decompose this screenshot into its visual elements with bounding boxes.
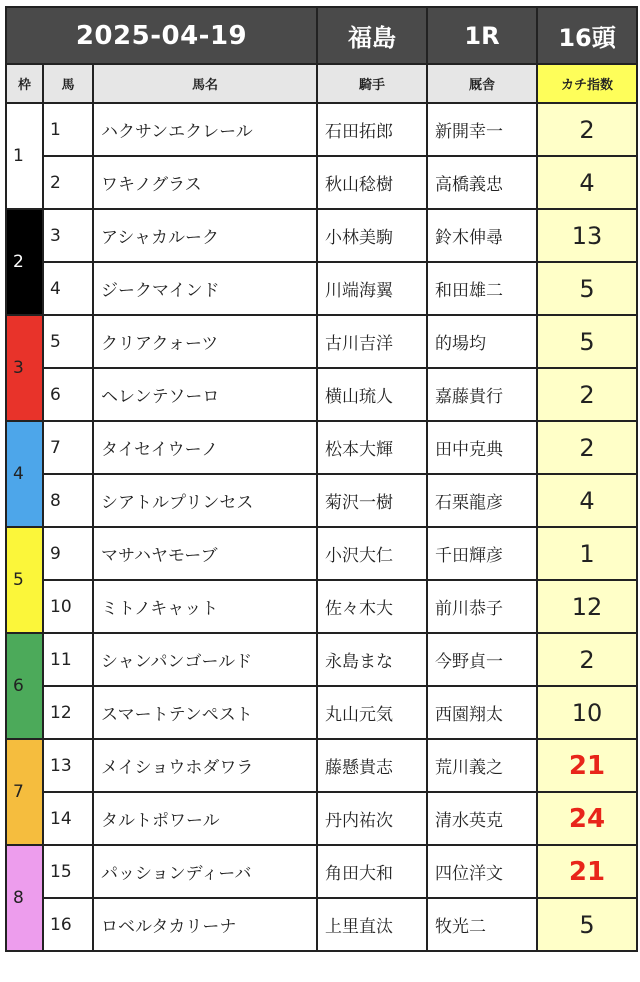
kachi-score: 2 [537, 421, 637, 474]
table-row [6, 739, 637, 792]
horse-number: 11 [43, 633, 93, 686]
trainer-name: 牧光二 [427, 898, 537, 951]
jockey-name: 秋山稔樹 [317, 156, 427, 209]
horse-number: 9 [43, 527, 93, 580]
trainer-name: 前川恭子 [427, 580, 537, 633]
kachi-score-value: 24 [568, 803, 606, 834]
horse-name: ジークマインド [93, 262, 317, 315]
race-header [6, 7, 637, 64]
horse-name: スマートテンペスト [93, 686, 317, 739]
col-horse-name: 馬名 [93, 64, 317, 103]
table-row [6, 580, 637, 633]
table-row [6, 315, 637, 368]
horse-name: シャンパンゴールド [93, 633, 317, 686]
table-row [6, 156, 637, 209]
horse-name: メイショウホダワラ [93, 739, 317, 792]
horse-number: 7 [43, 421, 93, 474]
horse-name: ロベルタカリーナ [93, 898, 317, 951]
race-number: 1R [427, 7, 537, 64]
horse-name: ハクサンエクレール [93, 103, 317, 156]
horse-number: 1 [43, 103, 93, 156]
jockey-name: 佐々木大 [317, 580, 427, 633]
kachi-score: 2 [537, 103, 637, 156]
kachi-score [537, 845, 637, 898]
jockey-name: 横山琉人 [317, 368, 427, 421]
trainer-name: 新開幸一 [427, 103, 537, 156]
trainer-name: 嘉藤貴行 [427, 368, 537, 421]
kachi-score: 1 [537, 527, 637, 580]
horse-number: 5 [43, 315, 93, 368]
trainer-name: 高橋義忠 [427, 156, 537, 209]
horse-name: タルトポワール [93, 792, 317, 845]
table-row [6, 686, 637, 739]
table-row [6, 421, 637, 474]
kachi-score: 5 [537, 262, 637, 315]
col-waku: 枠 [6, 64, 43, 103]
jockey-name: 松本大輝 [317, 421, 427, 474]
kachi-score: 12 [537, 580, 637, 633]
horse-number: 14 [43, 792, 93, 845]
kachi-score: 5 [537, 315, 637, 368]
horse-name: ミトノキャット [93, 580, 317, 633]
horse-number: 4 [43, 262, 93, 315]
jockey-name: 上里直汰 [317, 898, 427, 951]
col-kachi-index: カチ指数 [537, 64, 637, 103]
kachi-score: 2 [537, 368, 637, 421]
race-card [5, 6, 636, 952]
kachi-score [537, 739, 637, 792]
horse-name: シアトルプリンセス [93, 474, 317, 527]
waku-cell: 8 [6, 845, 43, 951]
race-date: 2025-04-19 [6, 7, 317, 64]
waku-cell: 5 [6, 527, 43, 633]
waku-cell: 1 [6, 103, 43, 209]
venue: 福島 [317, 7, 427, 64]
trainer-name: 清水英克 [427, 792, 537, 845]
table-row [6, 792, 637, 845]
kachi-score: 4 [537, 474, 637, 527]
runner-count: 16頭 [537, 7, 637, 64]
horse-name: ヘレンテソーロ [93, 368, 317, 421]
trainer-name: 今野貞一 [427, 633, 537, 686]
kachi-score: 10 [537, 686, 637, 739]
jockey-name: 丸山元気 [317, 686, 427, 739]
jockey-name: 菊沢一樹 [317, 474, 427, 527]
jockey-name: 小林美駒 [317, 209, 427, 262]
kachi-score: 2 [537, 633, 637, 686]
horse-number: 10 [43, 580, 93, 633]
trainer-name: 石栗龍彦 [427, 474, 537, 527]
jockey-name: 丹内祐次 [317, 792, 427, 845]
trainer-name: 千田輝彦 [427, 527, 537, 580]
jockey-name: 石田拓郎 [317, 103, 427, 156]
col-umaban: 馬 [43, 64, 93, 103]
jockey-name: 古川吉洋 [317, 315, 427, 368]
jockey-name: 川端海翼 [317, 262, 427, 315]
waku-cell: 6 [6, 633, 43, 739]
horse-number: 6 [43, 368, 93, 421]
horse-number: 8 [43, 474, 93, 527]
trainer-name: 的場均 [427, 315, 537, 368]
trainer-name: 荒川義之 [427, 739, 537, 792]
horse-number: 15 [43, 845, 93, 898]
table-row [6, 845, 637, 898]
kachi-score: 5 [537, 898, 637, 951]
trainer-name: 鈴木伸尋 [427, 209, 537, 262]
table-row [6, 368, 637, 421]
jockey-name: 角田大和 [317, 845, 427, 898]
waku-cell: 4 [6, 421, 43, 527]
kachi-score: 4 [537, 156, 637, 209]
horse-name: アシャカルーク [93, 209, 317, 262]
horse-number: 12 [43, 686, 93, 739]
table-row [6, 103, 637, 156]
table-row [6, 633, 637, 686]
horse-number: 2 [43, 156, 93, 209]
col-trainer: 厩舎 [427, 64, 537, 103]
table-row [6, 262, 637, 315]
col-jockey: 騎手 [317, 64, 427, 103]
kachi-score-value: 21 [568, 750, 606, 781]
kachi-score-value: 21 [568, 856, 606, 887]
horse-name: タイセイウーノ [93, 421, 317, 474]
horse-name: マサハヤモーブ [93, 527, 317, 580]
race-table [5, 6, 638, 952]
table-row [6, 898, 637, 951]
trainer-name: 田中克典 [427, 421, 537, 474]
jockey-name: 小沢大仁 [317, 527, 427, 580]
trainer-name: 四位洋文 [427, 845, 537, 898]
waku-cell: 2 [6, 209, 43, 315]
horse-name: クリアクォーツ [93, 315, 317, 368]
trainer-name: 和田雄二 [427, 262, 537, 315]
horse-number: 3 [43, 209, 93, 262]
table-row [6, 209, 637, 262]
column-header-row [6, 64, 637, 103]
waku-cell: 7 [6, 739, 43, 845]
kachi-score: 13 [537, 209, 637, 262]
trainer-name: 西園翔太 [427, 686, 537, 739]
table-row [6, 527, 637, 580]
waku-cell: 3 [6, 315, 43, 421]
jockey-name: 永島まな [317, 633, 427, 686]
horse-number: 16 [43, 898, 93, 951]
kachi-score [537, 792, 637, 845]
table-row [6, 474, 637, 527]
horse-name: ワキノグラス [93, 156, 317, 209]
jockey-name: 藤懸貴志 [317, 739, 427, 792]
horse-number: 13 [43, 739, 93, 792]
horse-name: パッションディーバ [93, 845, 317, 898]
